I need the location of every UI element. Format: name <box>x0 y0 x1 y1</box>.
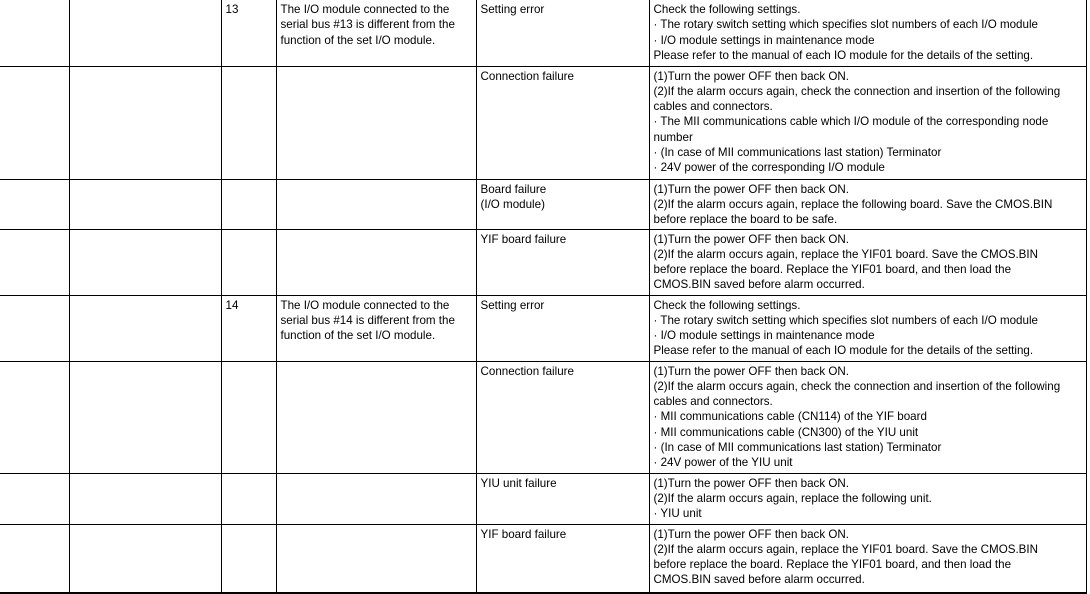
description-cell <box>276 229 476 295</box>
description-cell <box>276 66 476 179</box>
remedy-line: Please refer to the manual of each IO module for the details of the setting. <box>653 344 1034 358</box>
description-line: The I/O module connected to the <box>280 298 450 312</box>
remedy-line: (2)If the alarm occurs again, check the connection and insertion of the following <box>653 84 1061 98</box>
sub-code-cell <box>221 524 276 593</box>
remedy-line: Check the following settings. <box>653 3 801 16</box>
description-line: function of the set I/O module. <box>280 33 436 47</box>
table-row <box>0 66 1086 179</box>
alarm-number-cell <box>0 229 69 295</box>
alarm-message-cell <box>69 229 221 295</box>
alarm-message-cell <box>69 0 221 66</box>
sub-code-cell <box>221 361 276 473</box>
table-row <box>0 295 1086 361</box>
remedy-line: CMOS.BIN saved before alarm occurred. <box>653 278 865 292</box>
cause-cell <box>476 361 649 473</box>
description-line: The I/O module connected to the <box>280 3 450 16</box>
remedy-line: (1)Turn the power OFF then back ON. <box>653 69 849 83</box>
remedy-line: (1)Turn the power OFF then back ON. <box>653 182 849 196</box>
cause-cell <box>476 295 649 361</box>
table-row <box>0 0 1086 66</box>
remedy-cell <box>649 361 1086 473</box>
alarm-message-cell <box>69 66 221 179</box>
table-row <box>0 524 1086 593</box>
remedy-line: (1)Turn the power OFF then back ON. <box>653 527 849 541</box>
remedy-line: · The MII communications cable which I/O module of the corresponding node <box>653 115 1049 129</box>
description-line: serial bus #13 is different from the <box>280 18 455 32</box>
remedy-line: (1)Turn the power OFF then back ON. <box>653 232 849 246</box>
alarm-number-cell <box>0 179 69 229</box>
table-row <box>0 473 1086 524</box>
alarm-number-cell <box>0 0 69 66</box>
description-cell <box>276 179 476 229</box>
remedy-line: · The rotary switch setting which specifies slot numbers of each I/O module <box>653 18 1038 32</box>
remedy-line: Please refer to the manual of each IO module for the details of the setting. <box>653 48 1034 62</box>
cause-line: (I/O module) <box>480 197 545 211</box>
remedy-line: · The rotary switch setting which specifies slot numbers of each I/O module <box>653 313 1038 327</box>
remedy-line: · MII communications cable (CN114) of the YIF board <box>653 410 927 424</box>
cause-cell <box>476 473 649 524</box>
remedy-line: · (In case of MII communications last station) Terminator <box>653 440 942 454</box>
alarm-message-cell <box>69 473 221 524</box>
cause-cell <box>476 229 649 295</box>
remedy-line: (2)If the alarm occurs again, replace the following unit. <box>653 491 932 505</box>
remedy-cell <box>649 0 1086 66</box>
sub-code-cell <box>221 179 276 229</box>
remedy-line: cables and connectors. <box>653 100 773 114</box>
remedy-cell <box>649 473 1086 524</box>
alarm-number-cell <box>0 295 69 361</box>
alarm-message-cell <box>69 295 221 361</box>
sub-code-cell <box>221 473 276 524</box>
description-cell <box>276 524 476 593</box>
cause-line: YIF board failure <box>480 232 567 246</box>
remedy-cell <box>649 66 1086 179</box>
remedy-cell <box>649 524 1086 593</box>
alarm-number-cell <box>0 361 69 473</box>
remedy-line: · YIU unit <box>653 507 702 521</box>
cause-line: YIF board failure <box>480 527 567 541</box>
remedy-line: · (In case of MII communications last station) Terminator <box>653 145 942 159</box>
remedy-line: · I/O module settings in maintenance mode <box>653 329 875 343</box>
remedy-line: CMOS.BIN saved before alarm occurred. <box>653 573 865 587</box>
cause-line: YIU unit failure <box>480 476 557 490</box>
cause-cell <box>476 66 649 179</box>
description-cell <box>276 295 476 361</box>
remedy-line: (1)Turn the power OFF then back ON. <box>653 476 849 490</box>
cause-cell <box>476 0 649 66</box>
alarm-number-cell <box>0 66 69 179</box>
cause-cell <box>476 179 649 229</box>
table-row <box>0 229 1086 295</box>
sub-code-cell <box>221 66 276 179</box>
description-line: serial bus #14 is different from the <box>280 313 455 327</box>
alarm-message-cell <box>69 524 221 593</box>
sub-code-cell <box>221 0 276 66</box>
remedy-line: · 24V power of the YIU unit <box>653 456 793 470</box>
remedy-line: (2)If the alarm occurs again, replace the YIF01 board. Save the CMOS.BIN <box>653 247 1038 261</box>
description-line: function of the set I/O module. <box>280 329 436 343</box>
remedy-line: (2)If the alarm occurs again, replace the YIF01 board. Save the CMOS.BIN <box>653 542 1038 556</box>
remedy-line: (2)If the alarm occurs again, check the connection and insertion of the following <box>653 379 1061 393</box>
alarm-message-cell <box>69 361 221 473</box>
cause-line: Connection failure <box>480 364 574 378</box>
alarm-message-cell <box>69 179 221 229</box>
description-cell <box>276 361 476 473</box>
cause-line: Setting error <box>480 298 545 312</box>
description-cell <box>276 473 476 524</box>
sub-code-cell <box>221 229 276 295</box>
cause-line: Board failure <box>480 182 547 196</box>
remedy-line: · MII communications cable (CN300) of the YIU unit <box>653 425 919 439</box>
remedy-cell <box>649 295 1086 361</box>
remedy-line: before replace the board. Replace the YIF01 board, and then load the <box>653 558 1012 572</box>
remedy-line: number <box>653 130 693 144</box>
remedy-line: · I/O module settings in maintenance mode <box>653 33 875 47</box>
table-row <box>0 179 1086 229</box>
remedy-line: (2)If the alarm occurs again, replace the following board. Save the CMOS.BIN <box>653 197 1053 211</box>
remedy-line: before replace the board to be safe. <box>653 213 838 227</box>
remedy-line: · 24V power of the corresponding I/O module <box>653 161 885 175</box>
remedy-cell <box>649 179 1086 229</box>
alarm-number-cell <box>0 473 69 524</box>
remedy-line: (1)Turn the power OFF then back ON. <box>653 364 849 378</box>
description-cell <box>276 0 476 66</box>
remedy-line: Check the following settings. <box>653 298 801 312</box>
cause-cell <box>476 524 649 593</box>
sub-code-cell <box>221 295 276 361</box>
remedy-line: cables and connectors. <box>653 395 773 409</box>
sub-code: 13 <box>225 3 239 16</box>
remedy-cell <box>649 229 1086 295</box>
alarm-number-cell <box>0 524 69 593</box>
sub-code: 14 <box>225 298 239 312</box>
cause-line: Setting error <box>480 3 545 16</box>
table-row <box>0 361 1086 473</box>
cause-line: Connection failure <box>480 69 574 83</box>
remedy-line: before replace the board. Replace the YIF01 board, and then load the <box>653 263 1012 277</box>
